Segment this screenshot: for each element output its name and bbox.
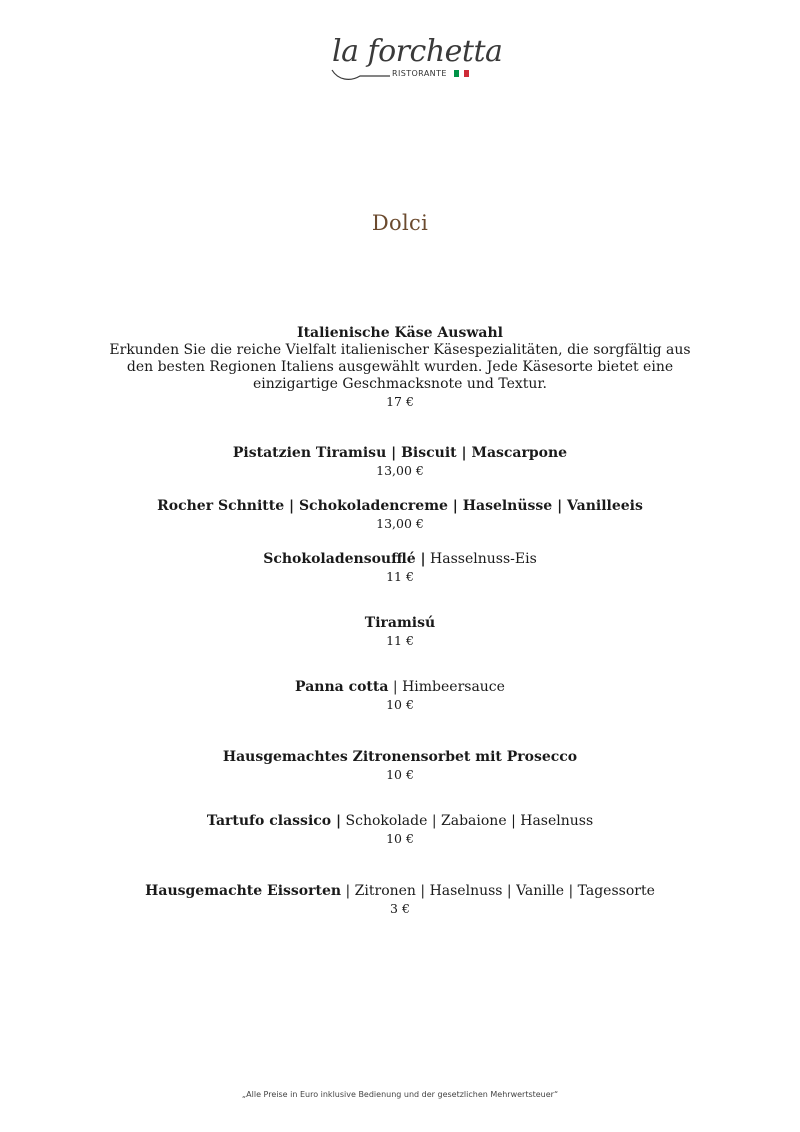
item-name: Schokoladensoufflé | bbox=[263, 551, 426, 567]
restaurant-logo bbox=[330, 34, 503, 88]
logo-subtitle: RISTORANTE bbox=[392, 69, 447, 78]
item-price: 11 € bbox=[386, 569, 414, 584]
menu-item bbox=[0, 813, 800, 847]
item-description: | Zitronen | Haselnuss | Vanille | Tagessorte bbox=[341, 883, 655, 899]
item-price: 13,00 € bbox=[376, 516, 424, 531]
item-name: Pistatzien Tiramisu | Biscuit | Mascarpone bbox=[232, 445, 568, 461]
menu-item bbox=[0, 325, 800, 410]
item-price: 10 € bbox=[386, 767, 414, 782]
price-disclaimer-footer: „Alle Preise in Euro inklusive Bedienung und der gesetzlichen Mehrwertsteuer“ bbox=[241, 1090, 559, 1099]
item-name: Tiramisú bbox=[364, 615, 436, 631]
menu-item bbox=[0, 551, 800, 585]
item-price: 17 € bbox=[386, 394, 414, 409]
item-description: | Himbeersauce bbox=[388, 679, 505, 695]
page-title: Dolci bbox=[371, 211, 429, 235]
item-price: 11 € bbox=[386, 633, 414, 648]
menu-item bbox=[0, 883, 800, 917]
item-name: Italienische Käse Auswahl bbox=[297, 325, 503, 341]
item-price: 3 € bbox=[390, 901, 410, 916]
item-name: Hausgemachtes Zitronensorbet mit Prosecco bbox=[222, 749, 578, 765]
menu-item bbox=[0, 498, 800, 532]
italian-flag-icon bbox=[454, 70, 469, 77]
menu-item bbox=[0, 679, 800, 713]
item-name: Rocher Schnitte | Schokoladencreme | Haselnüsse | Vanilleeis bbox=[157, 498, 643, 514]
item-name: Panna cotta bbox=[295, 679, 389, 695]
item-price: 10 € bbox=[386, 831, 414, 846]
item-description: Schokolade | Zabaione | Haselnuss bbox=[341, 813, 594, 829]
logo-script-text: la forchetta bbox=[332, 34, 503, 69]
menu-item bbox=[0, 615, 800, 649]
item-price: 13,00 € bbox=[376, 463, 424, 478]
item-price: 10 € bbox=[386, 697, 414, 712]
item-description: Erkunden Sie die reiche Vielfalt italienischer Käsespezialitäten, die sorgfältig aus den besten Regionen Italiens ausgewählt wurden. Jede Käsesorte bietet eine einzigartige Geschmacksnote und Textur. bbox=[109, 342, 691, 392]
item-description: Hasselnuss-Eis bbox=[425, 551, 537, 567]
menu-item bbox=[0, 749, 800, 783]
item-name: Hausgemachte Eissorten bbox=[145, 883, 342, 899]
menu-item bbox=[0, 445, 800, 479]
item-name: Tartufo classico | bbox=[206, 813, 342, 829]
